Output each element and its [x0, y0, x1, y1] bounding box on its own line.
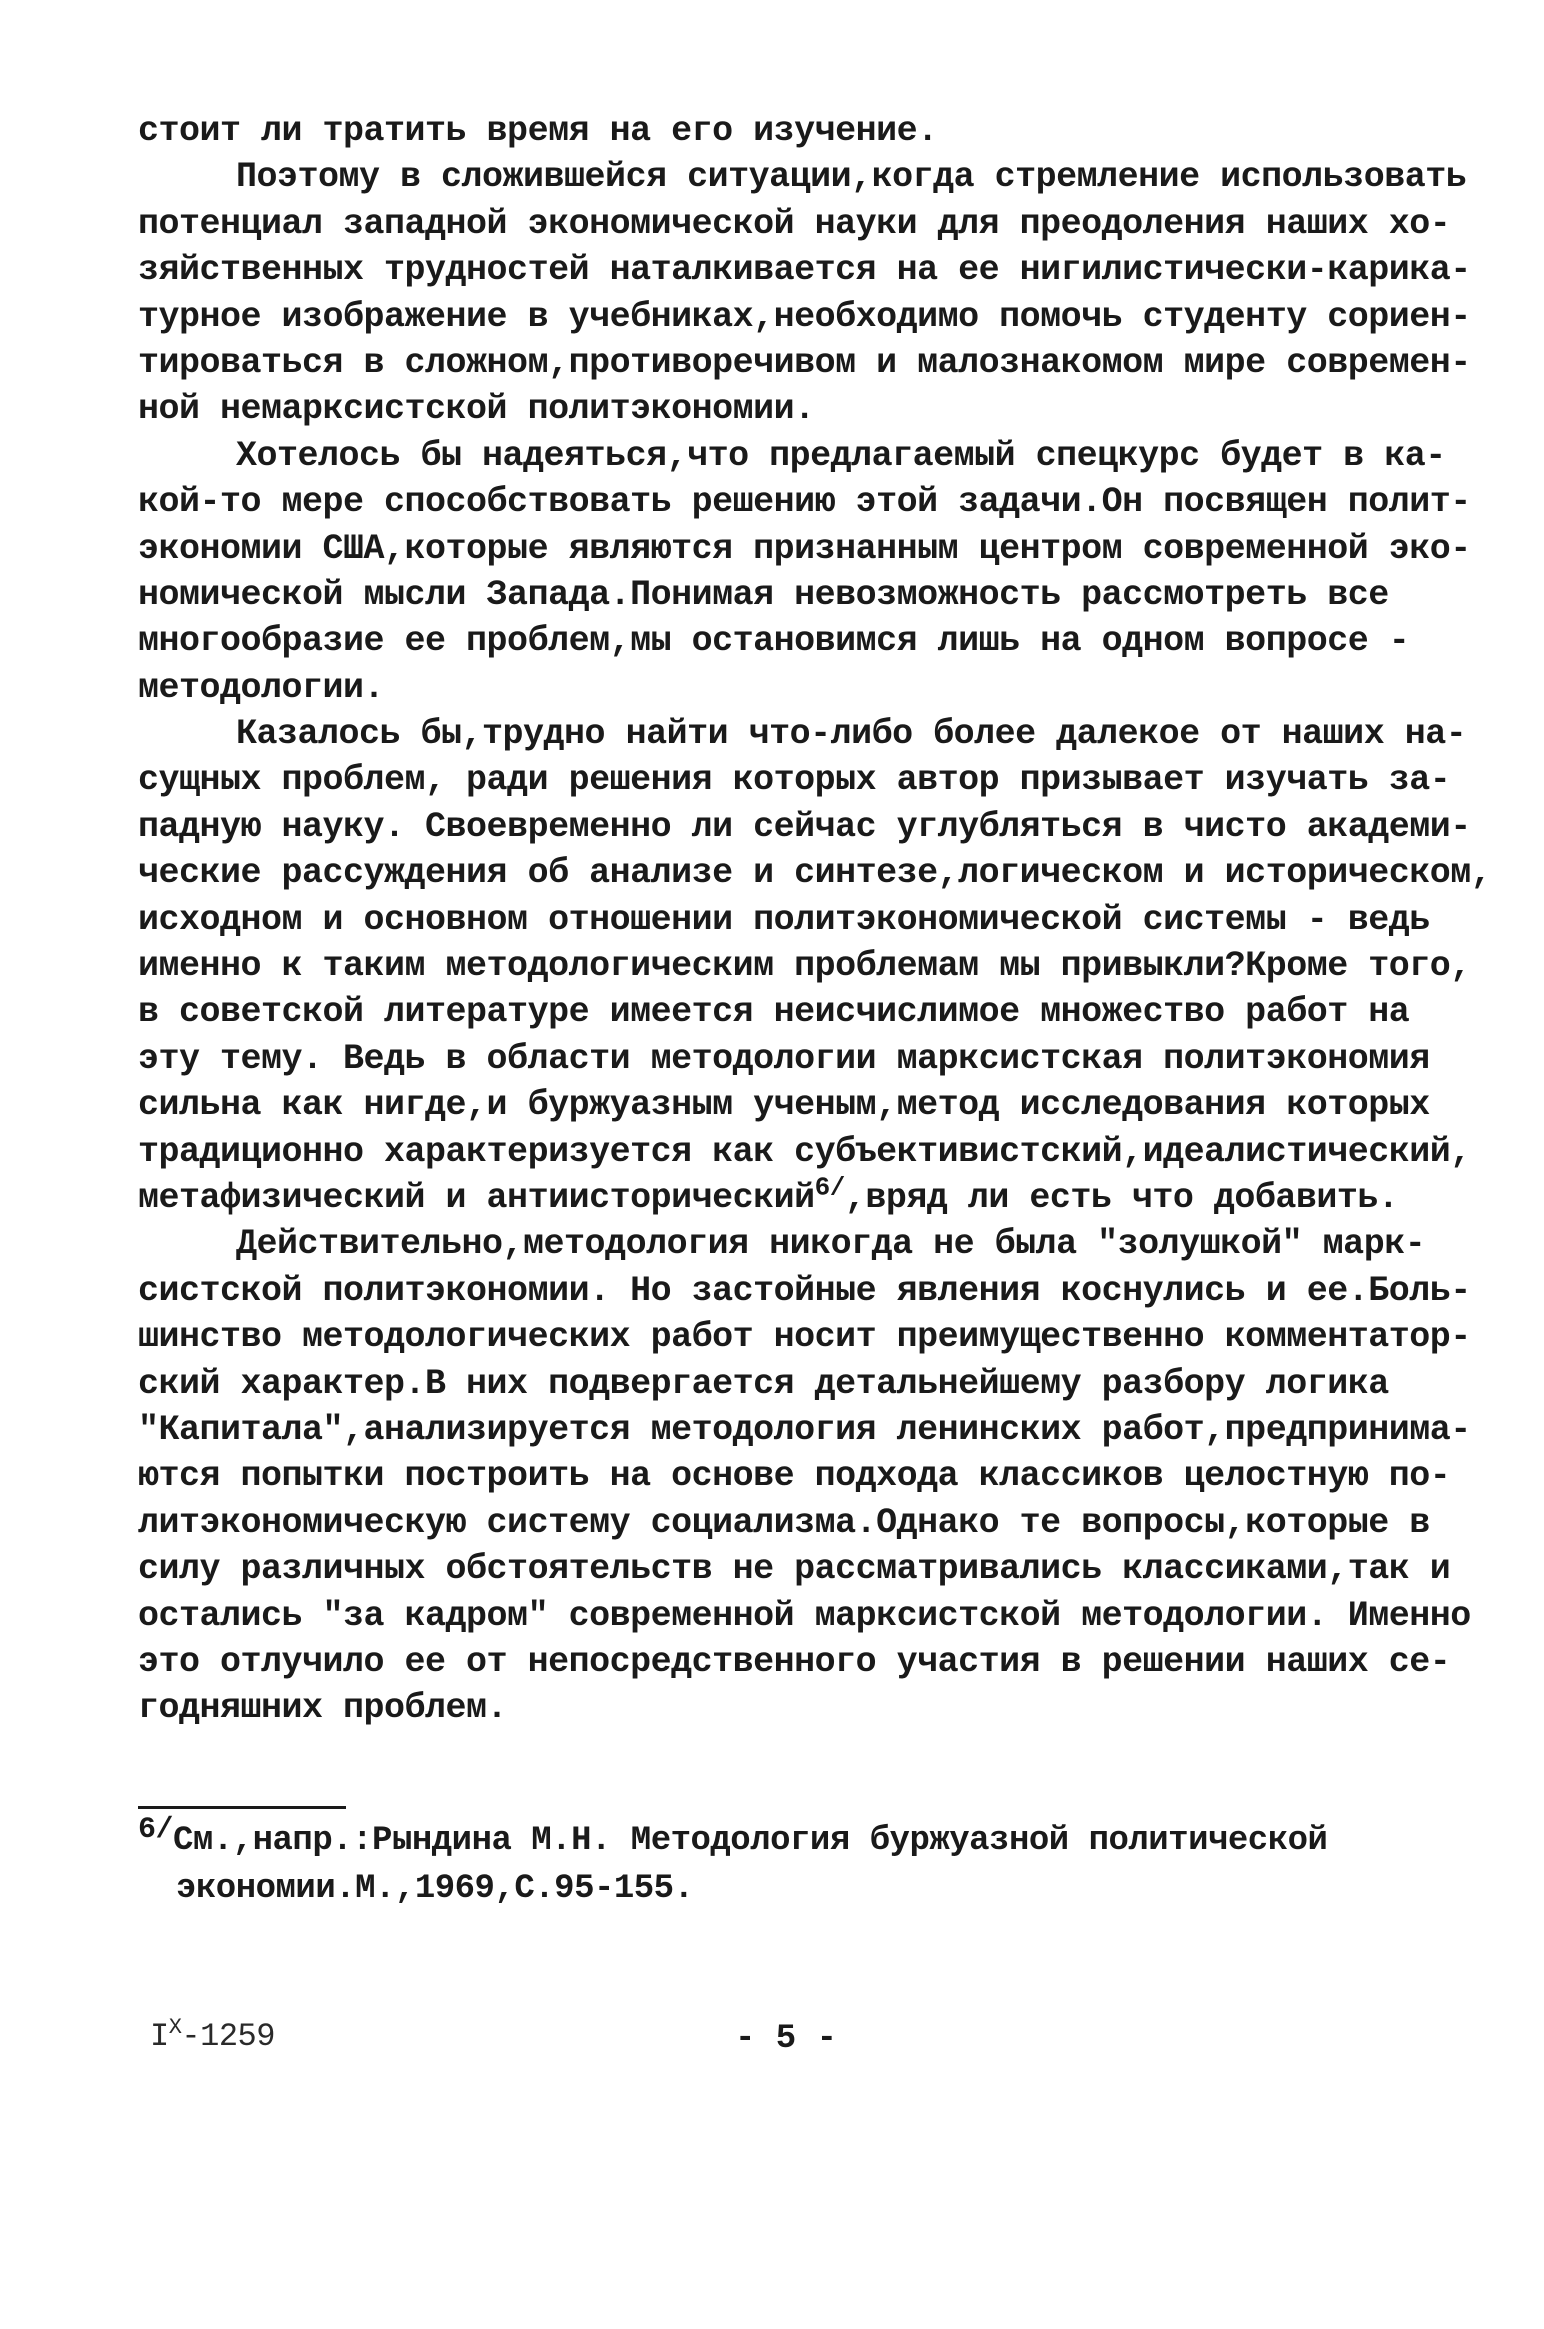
- text-line: потенциал западной экономической науки для преодоления наших хо-: [138, 203, 1451, 244]
- text-line: ются попытки построить на основе подхода классиков целостную по-: [138, 1456, 1451, 1497]
- text-segment: ,вряд ли есть что добавить.: [844, 1177, 1399, 1218]
- text-line-with-footnote-ref: [138, 1172, 1418, 1221]
- text-line: эту тему. Ведь в области методологии марксистская политэкономия: [138, 1038, 1430, 1079]
- catalog-prefix: I: [150, 2018, 169, 2055]
- text-segment: метафизический и антиисторический: [138, 1177, 815, 1218]
- catalog-suffix: -1259: [181, 2018, 275, 2055]
- text-line: Действительно,методология никогда не была "золушкой" марк-: [236, 1224, 1426, 1265]
- text-line: сильна как нигде,и буржуазным ученым,метод исследования которых: [138, 1085, 1430, 1126]
- text-line: литэкономическую систему социализма.Однако те вопросы,которые в: [138, 1502, 1430, 1543]
- text-line: экономии США,которые являются признанным центром современной эко-: [138, 528, 1471, 569]
- text-line: зяйственных трудностей наталкивается на ее нигилистически-карика-: [138, 250, 1471, 291]
- text-line: Хотелось бы надеяться,что предлагаемый спецкурс будет в ка-: [236, 435, 1446, 476]
- text-line: систской политэкономии. Но застойные явления коснулись и ее.Боль-: [138, 1270, 1471, 1311]
- text-line: традиционно характеризуется как субъективистский,идеалистический,: [138, 1131, 1471, 1172]
- text-line: ной немарксистской политэкономии.: [138, 389, 815, 430]
- text-line: многообразие ее проблем,мы остановимся лишь на одном вопросе -: [138, 621, 1410, 662]
- text-line: именно к таким методологическим проблемам мы привыкли?Кроме того,: [138, 946, 1471, 987]
- footnote-reference: 6/: [814, 1172, 845, 1203]
- text-line: ческие рассуждения об анализе и синтезе,логическом и историческом,: [138, 853, 1492, 894]
- text-line: тироваться в сложном,противоречивом и малознакомом мире современ-: [138, 342, 1471, 383]
- text-line: силу различных обстоятельств не рассматривались классиками,так и: [138, 1549, 1451, 1590]
- text-line: кой-то мере способствовать решению этой задачи.Он посвящен полит-: [138, 482, 1471, 523]
- footnote-text: См.,напр.:Рындина М.Н. Методология буржуазной политической: [173, 1822, 1328, 1860]
- text-line: "Капитала",анализируется методология ленинских работ,предпринима-: [138, 1409, 1471, 1450]
- text-line: остались "за кадром" современной марксистской методологии. Именно: [138, 1595, 1471, 1636]
- text-line: Казалось бы,трудно найти что-либо более далекое от наших на-: [236, 714, 1467, 755]
- text-line: стоит ли тратить время на его изучение.: [138, 111, 938, 151]
- text-line: сущных проблем, ради решения которых автор призывает изучать за-: [138, 760, 1451, 801]
- text-line: ский характер.В них подвергается детальнейшему разбору логика: [138, 1363, 1389, 1404]
- text-line: падную науку. Своевременно ли сейчас углубляться в чисто академи-: [138, 806, 1471, 847]
- catalog-number: [150, 2015, 275, 2055]
- footnote-line: экономии.М.,1969,С.95-155.: [176, 1870, 694, 1908]
- footnote: [138, 1813, 1418, 1913]
- page-number: - 5 -: [735, 2020, 838, 2058]
- text-line: Поэтому в сложившейся ситуации,когда стремление использовать: [236, 157, 1467, 198]
- body-text: [138, 108, 1492, 1732]
- text-line: в советской литературе имеется неисчислимое множество работ на: [138, 992, 1410, 1033]
- catalog-superscript: X: [168, 2015, 182, 2040]
- text-line: шинство методологических работ носит преимущественно комментатор-: [138, 1317, 1471, 1358]
- text-line: номической мысли Запада.Понимая невозможность рассмотреть все: [138, 574, 1389, 615]
- footnote-marker: 6/: [138, 1813, 174, 1847]
- text-line: методологии.: [138, 667, 385, 708]
- footnote-divider: [138, 1806, 346, 1809]
- text-line: годняшних проблем.: [138, 1688, 508, 1729]
- footnote-line: [138, 1813, 1418, 1866]
- text-line: исходном и основном отношении политэкономической системы - ведь: [138, 899, 1430, 940]
- text-line: это отлучило ее от непосредственного участия в решении наших се-: [138, 1641, 1451, 1682]
- text-line: турное изображение в учебниках,необходимо помочь студенту сориен-: [138, 296, 1471, 337]
